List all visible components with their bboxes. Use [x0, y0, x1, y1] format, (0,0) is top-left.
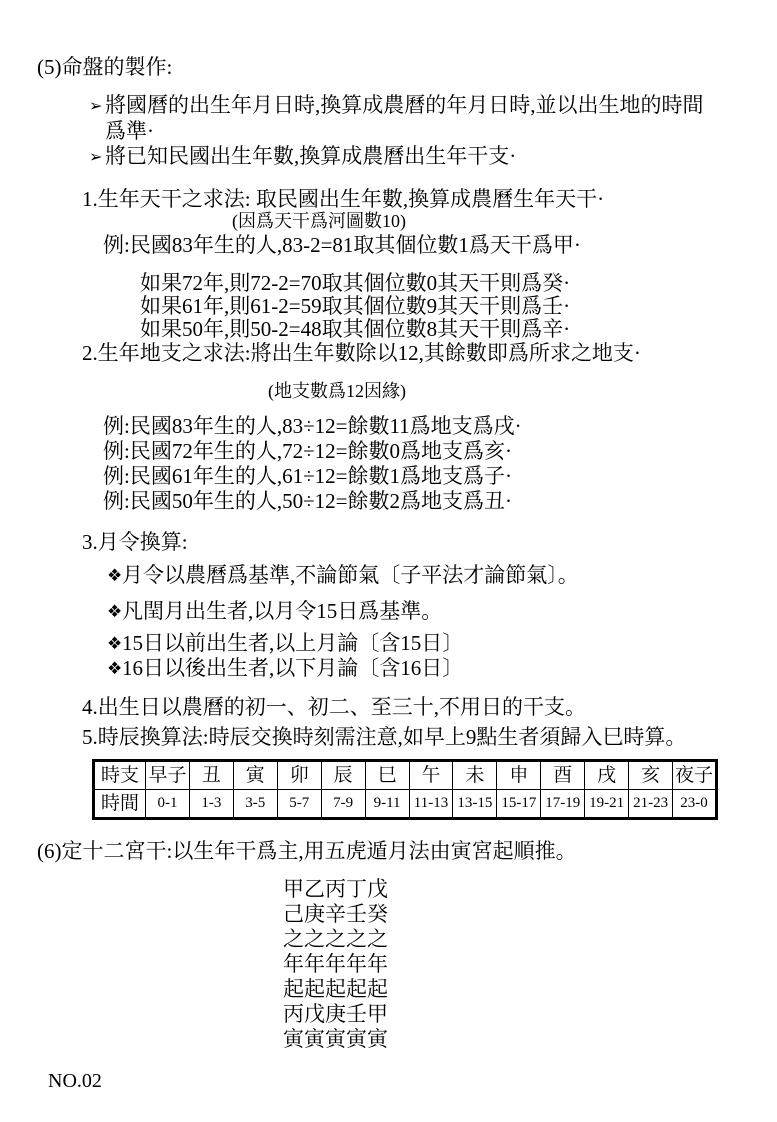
time-cell: 7-9	[321, 790, 365, 819]
branch-example-83: 例:民國83年生的人,83÷12=餘數11爲地支爲戌·	[103, 414, 522, 438]
step-1-text: 生年天干之求法: 取民國出生年數,換算成農曆生年天干·	[97, 187, 605, 211]
time-cell: 23-0	[673, 790, 717, 819]
arrow-bullet-icon: ➢	[89, 149, 103, 166]
intro-bullet-1	[89, 93, 777, 119]
five-tigers-verse-line: 丙戊庚壬甲	[283, 1002, 388, 1026]
branch-cell: 寅	[233, 761, 277, 790]
time-cell: 5-7	[277, 790, 321, 819]
diamond-bullet-icon: ❖	[107, 566, 123, 585]
month-rule-point-4	[107, 656, 777, 681]
branch-cell: 卯	[277, 761, 321, 790]
stem-formula-note: (因爲天干爲河圖數10)	[232, 211, 406, 231]
time-cell: 1-3	[189, 790, 233, 819]
time-cell: 19-21	[585, 790, 629, 819]
branch-cell: 夜子	[673, 761, 717, 790]
step-4-text: 出生日以農曆的初一、初二、至三十,不用日的干支。	[97, 695, 586, 719]
section6-heading: (6)定十二宮干:以生年干爲主,用五虎遁月法由寅宮起順推。	[37, 839, 577, 863]
step-1-label: 1.	[82, 187, 98, 211]
hour-range-row	[94, 790, 717, 819]
branch-cell: 戌	[585, 761, 629, 790]
time-cell: 0-1	[146, 790, 190, 819]
branch-cell: 早子	[146, 761, 190, 790]
branch-cell: 午	[409, 761, 453, 790]
intro-bullet-1-continuation: 爲準·	[105, 119, 154, 143]
hour-branch-header-row	[94, 761, 717, 790]
branch-cell: 亥	[629, 761, 673, 790]
diamond-bullet-icon: ❖	[107, 634, 123, 653]
five-tigers-verse	[283, 877, 777, 1052]
time-cell: 15-17	[497, 790, 541, 819]
time-cell: 9-11	[365, 790, 409, 819]
step-5-label: 5.	[82, 725, 98, 749]
five-tigers-verse-line: 年年年年年	[283, 952, 388, 976]
page-number: NO.02	[48, 1070, 102, 1092]
intro-bullet-1-text: 將國曆的出生年月日時,換算成農曆的年月日時,並以出生地的時間	[105, 93, 704, 117]
diamond-bullet-icon: ❖	[107, 602, 123, 621]
month-rule-point-1-text: 月令以農曆爲基準,不論節氣〔子平法才論節氣〕。	[122, 563, 579, 587]
branch-cell: 申	[497, 761, 541, 790]
branch-cell: 酉	[541, 761, 585, 790]
time-cell: 13-15	[453, 790, 497, 819]
five-tigers-verse-line: 起起起起起	[283, 977, 388, 1001]
month-rule-point-4-text: 16日以後出生者,以下月論〔含16日〕	[122, 656, 464, 680]
time-cell: 3-5	[233, 790, 277, 819]
intro-bullet-2	[89, 144, 777, 170]
branch-formula-note: (地支數爲12因緣)	[268, 381, 406, 401]
time-cell: 17-19	[541, 790, 585, 819]
stem-case-50: 如果50年,則50-2=48取其個位數8其天干則爲辛·	[140, 317, 571, 341]
hour-table-row-label: 時間	[94, 790, 146, 819]
arrow-bullet-icon: ➢	[89, 98, 103, 115]
branch-example-50: 例:民國50年生的人,50÷12=餘數2爲地支爲丑·	[103, 489, 512, 513]
diamond-bullet-icon: ❖	[107, 659, 123, 678]
hour-table-corner-cell: 時支	[94, 761, 146, 790]
branch-cell: 丑	[189, 761, 233, 790]
stem-case-72: 如果72年,則72-2=70取其個位數0其天干則爲癸·	[140, 271, 571, 295]
step-3-text: 月令換算:	[97, 530, 188, 554]
step-5-text: 時辰換算法:時辰交換時刻需注意,如早上9點生者須歸入巳時算。	[97, 725, 687, 749]
five-tigers-verse-line: 己庚辛壬癸	[283, 902, 388, 926]
month-rule-point-3	[107, 631, 777, 656]
step-4-day-rule	[82, 695, 777, 720]
hour-branch-table	[92, 759, 718, 820]
branch-example-61: 例:民國61年生的人,61÷12=餘數1爲地支爲子·	[103, 464, 512, 488]
intro-bullet-2-text: 將已知民國出生年數,換算成農曆出生年干支·	[105, 144, 517, 168]
stem-example: 例:民國83年生的人,83-2=81取其個位數1爲天干爲甲·	[103, 233, 581, 257]
step-2-label: 2.	[82, 341, 98, 365]
branch-cell: 辰	[321, 761, 365, 790]
step-3-month-rule	[82, 530, 777, 555]
time-cell: 11-13	[409, 790, 453, 819]
step-4-label: 4.	[82, 695, 98, 719]
five-tigers-verse-line: 寅寅寅寅寅	[283, 1027, 388, 1051]
branch-cell: 未	[453, 761, 497, 790]
month-rule-point-3-text: 15日以前出生者,以上月論〔含15日〕	[122, 631, 464, 655]
step-5-hour-rule	[82, 725, 777, 750]
five-tigers-verse-line: 甲乙丙丁戊	[283, 877, 388, 901]
branch-cell: 巳	[365, 761, 409, 790]
stem-case-61: 如果61年,則61-2=59取其個位數9其天干則爲壬·	[140, 294, 571, 318]
five-tigers-verse-line: 之之之之之	[283, 927, 388, 951]
section5-heading: (5)命盤的製作:	[37, 55, 173, 79]
step-2-text: 生年地支之求法:將出生年數除以12,其餘數即爲所求之地支·	[97, 341, 641, 365]
step-2-earthly-branch	[82, 341, 777, 366]
time-cell: 21-23	[629, 790, 673, 819]
month-rule-point-2	[107, 599, 777, 624]
month-rule-point-2-text: 凡閏月出生者,以月令15日爲基準。	[122, 599, 443, 623]
step-3-label: 3.	[82, 530, 98, 554]
branch-example-72: 例:民國72年生的人,72÷12=餘數0爲地支爲亥·	[103, 439, 512, 463]
month-rule-point-1	[107, 563, 777, 588]
